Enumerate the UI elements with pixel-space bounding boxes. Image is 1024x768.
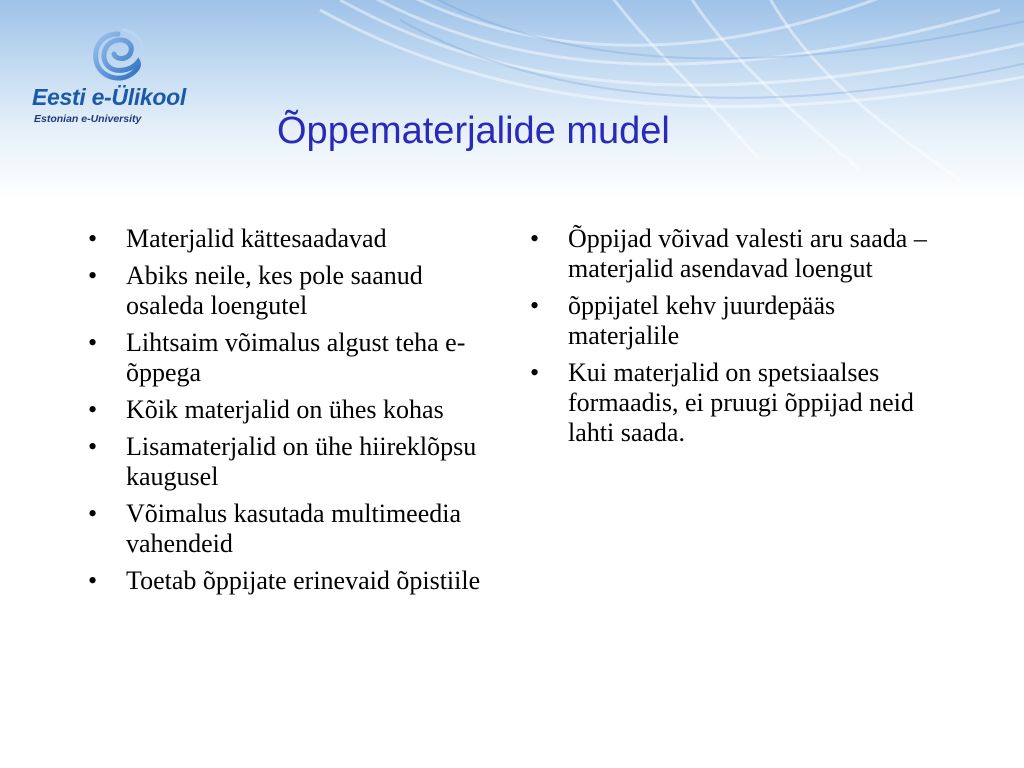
list-item-text: Lihtsaim võimalus algust teha e-õppega <box>126 328 466 387</box>
list-item-text: Materjalid kättesaadavad <box>126 224 387 253</box>
list-item <box>88 328 488 388</box>
list-item-text: Kõik materjalid on ühes kohas <box>126 395 444 424</box>
bullet-marker: • <box>530 224 540 253</box>
list-item <box>530 358 950 448</box>
list-item <box>88 499 488 559</box>
list-item-text: Lisamaterjalid on ühe hiireklõpsu kaugusel <box>126 432 477 491</box>
bullet-marker: • <box>88 432 98 461</box>
list-item-text: Õppijad võivad valesti aru saada – materjalid asendavad loengut <box>568 224 927 283</box>
list-item-text: Võimalus kasutada multimeedia vahendeid <box>126 499 462 558</box>
bullet-marker: • <box>88 499 98 528</box>
bullet-marker: • <box>88 395 98 424</box>
list-item <box>88 261 488 321</box>
bullet-marker: • <box>88 261 98 290</box>
left-bullet-list <box>88 224 488 603</box>
logo-tagline: Estonian e-University <box>34 113 142 125</box>
list-item <box>88 566 488 596</box>
list-item-text: Toetab õppijate erinevaid õpistiile <box>126 566 481 595</box>
eesti-e-ulikool-logo <box>30 24 210 134</box>
list-item-text: Abiks neile, kes pole saanud osaleda loengutel <box>126 261 423 320</box>
bullet-marker: • <box>88 224 98 253</box>
bullet-marker: • <box>530 291 540 320</box>
list-item <box>88 432 488 492</box>
list-item <box>530 224 950 284</box>
list-item-text: Kui materjalid on spetsiaalses formaadis, ei pruugi õppijad neid lahti saada. <box>568 358 914 447</box>
right-bullet-list <box>530 224 950 455</box>
list-item-text: õppijatel kehv juurdepääs materjalile <box>568 291 836 350</box>
e-swirl-logo-icon <box>88 26 148 86</box>
list-item <box>88 224 488 254</box>
list-item <box>530 291 950 351</box>
bullet-marker: • <box>88 328 98 357</box>
logo-name: Eesti e-Ülikool <box>32 84 186 110</box>
bullet-marker: • <box>88 566 98 595</box>
bullet-marker: • <box>530 358 540 387</box>
slide-title: Õppematerjalide mudel <box>277 110 670 152</box>
list-item <box>88 395 488 425</box>
